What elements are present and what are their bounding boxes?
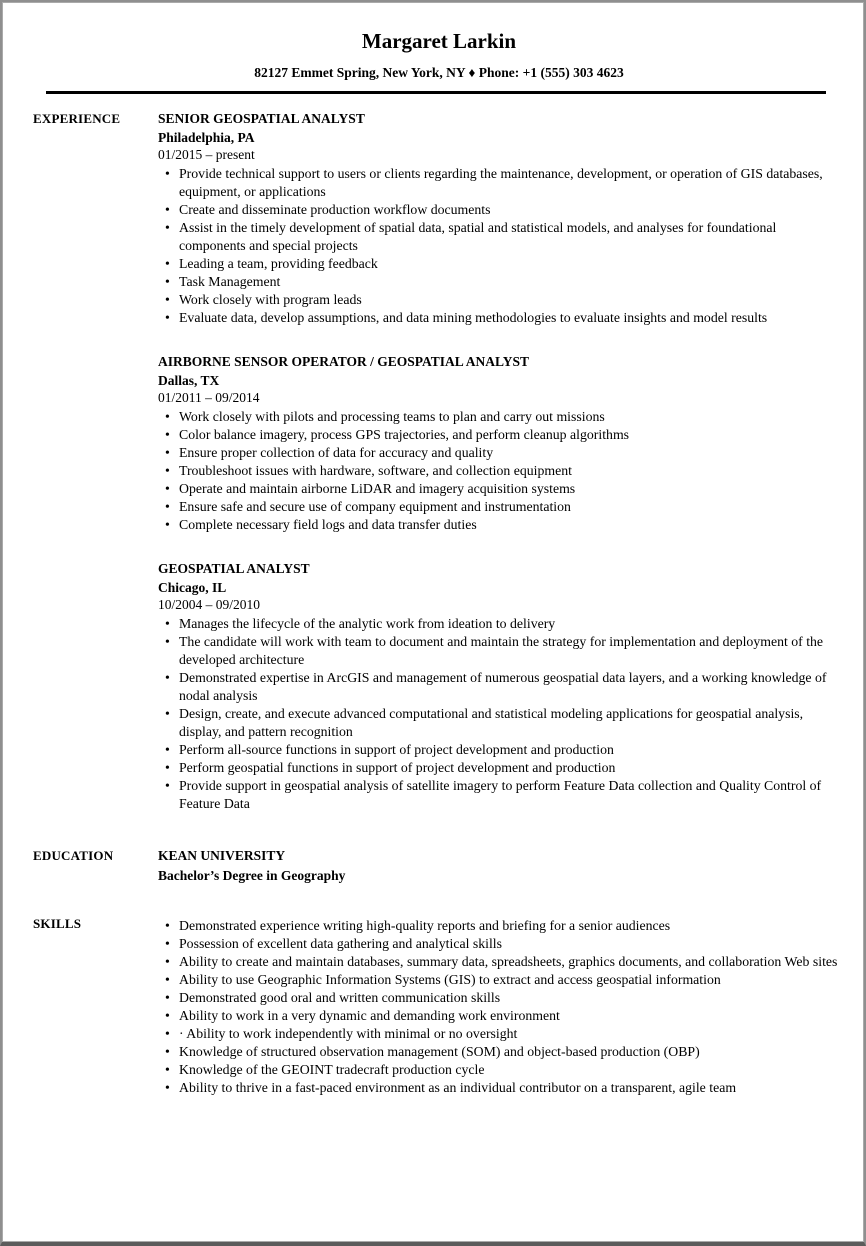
job-bullets <box>158 408 844 534</box>
bullet-item: • Knowledge of the GEOINT tradecraft production cycle <box>158 1061 844 1079</box>
experience-section <box>33 110 845 813</box>
bullet-item: • Ensure safe and secure use of company equipment and instrumentation <box>158 498 844 516</box>
bullet-item: • Perform geospatial functions in support of project development and production <box>158 759 844 777</box>
bullet-item: • Demonstrated good oral and written communication skills <box>158 989 844 1007</box>
job-bullets <box>158 615 844 813</box>
job-dates: 10/2004 – 09/2010 <box>158 597 261 612</box>
bullet-item: • Task Management <box>158 273 844 291</box>
bullet-item: • Create and disseminate production workflow documents <box>158 201 844 219</box>
bullet-item: • Knowledge of structured observation management (SOM) and object-based production (OBP) <box>158 1043 844 1061</box>
bullet-item: • Provide support in geospatial analysis of satellite imagery to perform Feature Data collection and Quality Control of Feature Data <box>158 777 844 813</box>
skills-section <box>33 915 845 1097</box>
resume-header <box>33 29 845 94</box>
bullet-item: • Manages the lifecycle of the analytic work from ideation to delivery <box>158 615 844 633</box>
job-location: Philadelphia, PA <box>158 130 255 145</box>
header-divider <box>46 91 826 94</box>
job-title: SENIOR GEOSPATIAL ANALYST <box>158 111 365 126</box>
bullet-item: • Demonstrated expertise in ArcGIS and management of numerous geospatial data layers, and a working knowledge of nodal analysis <box>158 669 844 705</box>
job-location: Chicago, IL <box>158 580 227 595</box>
bullet-item: • Perform all-source functions in support of project development and production <box>158 741 844 759</box>
bullet-item: • Work closely with program leads <box>158 291 844 309</box>
job-title: GEOSPATIAL ANALYST <box>158 561 310 576</box>
bullet-item: • Ability to thrive in a fast-paced environment as an individual contributor on a transparent, agile team <box>158 1079 844 1097</box>
bullet-item: • Ability to use Geographic Information Systems (GIS) to extract and access geospatial information <box>158 971 844 989</box>
job-dates: 01/2015 – present <box>158 147 255 162</box>
bullet-item: • Design, create, and execute advanced computational and statistical modeling applications for geospatial analysis, display, and pattern recognition <box>158 705 844 741</box>
resume-inner-frame <box>2 2 864 1242</box>
bullet-item: • Color balance imagery, process GPS trajectories, and perform cleanup algorithms <box>158 426 844 444</box>
contact-line: 82127 Emmet Spring, New York, NY ♦ Phone: +1 (555) 303 4623 <box>254 65 624 80</box>
bullet-item: • Possession of excellent data gathering and analytical skills <box>158 935 844 953</box>
bullet-item: • Troubleshoot issues with hardware, software, and collection equipment <box>158 462 844 480</box>
education-content <box>158 847 844 885</box>
bullet-item: • Work closely with pilots and processing teams to plan and carry out missions <box>158 408 844 426</box>
job-title: AIRBORNE SENSOR OPERATOR / GEOSPATIAL ANALYST <box>158 354 529 369</box>
skills-content <box>158 915 844 1097</box>
skills-bullets <box>158 917 844 1097</box>
bullet-item: • Assist in the timely development of spatial data, spatial and statistical models, and analyses for foundational components and special projects <box>158 219 844 255</box>
section-label-skills: SKILLS <box>33 916 82 931</box>
bullet-item: • Complete necessary field logs and data transfer duties <box>158 516 844 534</box>
bullet-item: • Ability to create and maintain databases, summary data, spreadsheets, graphics documents, and collaboration Web sites <box>158 953 844 971</box>
section-label-education: EDUCATION <box>33 848 114 863</box>
bullet-item: • The candidate will work with team to document and maintain the strategy for implementation and deployment of the developed architecture <box>158 633 844 669</box>
bullet-item: • Demonstrated experience writing high-quality reports and briefing for a senior audiences <box>158 917 844 935</box>
experience-jobs <box>158 110 844 813</box>
job-entry <box>158 353 844 534</box>
person-name: Margaret Larkin <box>361 29 517 53</box>
education-section <box>33 847 845 885</box>
section-label-experience: EXPERIENCE <box>33 111 121 126</box>
bullet-item: • Provide technical support to users or clients regarding the maintenance, development, or operation of GIS databases, equipment, or applications <box>158 165 844 201</box>
job-location: Dallas, TX <box>158 373 220 388</box>
bullet-item: • Ensure proper collection of data for accuracy and quality <box>158 444 844 462</box>
bullet-item: • Evaluate data, develop assumptions, and data mining methodologies to evaluate insights and model results <box>158 309 844 327</box>
degree-name: Bachelor’s Degree in Geography <box>158 868 346 883</box>
job-bullets <box>158 165 844 327</box>
job-dates: 01/2011 – 09/2014 <box>158 390 260 405</box>
bullet-item: • Operate and maintain airborne LiDAR and imagery acquisition systems <box>158 480 844 498</box>
job-entry <box>158 560 844 813</box>
bullet-item: • Ability to work in a very dynamic and demanding work environment <box>158 1007 844 1025</box>
job-entry <box>158 110 844 327</box>
bullet-item: • · Ability to work independently with minimal or no oversight <box>158 1025 844 1043</box>
school-name: KEAN UNIVERSITY <box>158 848 286 863</box>
bullet-item: • Leading a team, providing feedback <box>158 255 844 273</box>
